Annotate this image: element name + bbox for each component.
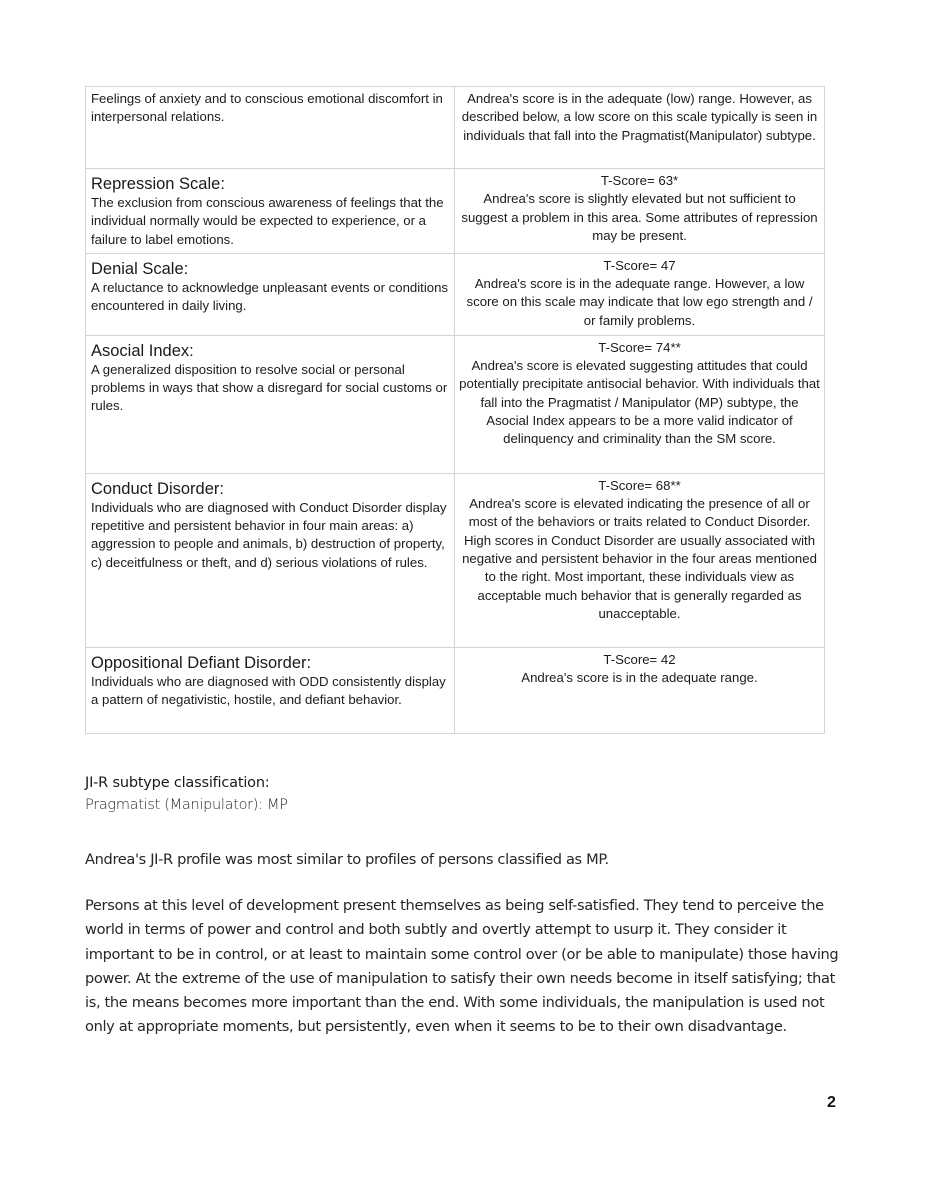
scale-interpretation: Andrea's score is elevated suggesting attitudes that could potentially precipitate antisocial behavior. With individuals that fall into the Pragmatist / Manipulator (MP) subtype, the Asocial Index appears to be a more valid indicator of delinquency and criminality than the SM score. — [459, 358, 820, 447]
scale-description: A reluctance to acknowledge unpleasant events or conditions encountered in daily living. — [91, 279, 449, 314]
profile-summary-paragraph: Andrea's JI-R profile was most similar to profiles of persons classified as MP. — [85, 851, 609, 868]
table-row-conduct-disorder — [86, 473, 825, 647]
scale-description: The exclusion from conscious awareness of feelings that the individual normally would be expected to experience, or a failure to label emotions. — [91, 195, 444, 247]
scale-description-cell — [86, 647, 455, 733]
scale-result-cell — [455, 473, 825, 647]
scale-name: Repression Scale: — [91, 175, 225, 193]
table-row-repression — [86, 169, 825, 254]
subtype-heading: JI-R subtype classification: — [85, 775, 270, 791]
t-score: T-Score= 42 — [603, 651, 676, 667]
scale-description-cell — [86, 253, 455, 335]
scale-name: Denial Scale: — [91, 259, 189, 278]
scale-description-cell — [86, 473, 455, 647]
scale-name: Oppositional Defiant Disorder: — [91, 653, 312, 672]
t-score: T-Score= 47 — [603, 257, 676, 273]
table-row-asocial — [86, 335, 825, 473]
scale-name: Conduct Disorder: — [91, 479, 224, 498]
scale-interpretation: Andrea's score is in the adequate range. However, a low score on this scale may indicate that low ego strength and / or family problems. — [466, 276, 813, 328]
scale-interpretation: Andrea's score is in the adequate range. — [521, 670, 758, 686]
scale-result-cell — [455, 253, 825, 335]
scale-interpretation: Andrea's score is slightly elevated but not sufficient to suggest a problem in this area. Some attributes of repression may be present. — [461, 191, 818, 243]
scale-result-cell — [455, 87, 825, 169]
scale-result-cell — [455, 647, 825, 733]
scale-interpretation: Andrea's score is in the adequate (low) range. However, as described below, a low score on this scale typically is seen in individuals that fall into the Pragmatist(Manipulator) subtype. — [461, 91, 818, 143]
t-score: T-Score= 63* — [600, 173, 679, 188]
scale-name: Asocial Index: — [91, 341, 194, 360]
subtype-classification: Pragmatist (Manipulator): MP — [85, 797, 288, 813]
subtype-description-paragraph: Persons at this level of development present themselves as being self-satisfied. They tend to perceive the world in terms of power and control and both subtly and overtly attempt to usurp it. They consider it important to be in control, or at least to maintain some control over (or be able to manipulate) those having power. At the extreme of the use of manipulation to satisfy their own needs become in itself satisfying; that is, the means becomes more important than the end. With some individuals, the manipulation is used not only at appropriate moments, but persistently, even when it seems to be to their own disadvantage. — [85, 897, 839, 1036]
scale-result-cell — [455, 335, 825, 473]
scales-table — [85, 86, 825, 734]
scale-result-cell — [455, 169, 825, 254]
scale-description-cell — [86, 87, 455, 169]
table-row-denial — [86, 253, 825, 335]
scale-description: Individuals who are diagnosed with Conduct Disorder display repetitive and persistent behavior in four main areas: a) aggression to people and animals, b) destruction of property, c) deceitfulness or theft, and d) serious violations of rules. — [91, 499, 447, 570]
page-number: 2 — [827, 1094, 836, 1111]
scale-interpretation: Andrea's score is elevated indicating the presence of all or most of the behaviors or traits related to Conduct Disorder. High scores in Conduct Disorder are usually associated with negative and persistent behavior in the four areas mentioned to the right. Most important, these individuals view as acceptable much behavior that is generally regarded as unacceptable. — [462, 496, 817, 621]
scale-description-cell — [86, 169, 455, 254]
table-row-oppositional-defiant — [86, 647, 825, 733]
subtype-section — [85, 772, 845, 816]
scale-description-cell — [86, 335, 455, 473]
table-row-anxiety — [86, 87, 825, 169]
scale-description: Individuals who are diagnosed with ODD consistently display a pattern of negativistic, hostile, and defiant behavior. — [91, 673, 446, 708]
scale-description: Feelings of anxiety and to conscious emotional discomfort in interpersonal relations. — [91, 91, 443, 125]
scale-description: A generalized disposition to resolve social or personal problems in ways that show a disregard for social customs or rules. — [91, 361, 448, 414]
t-score: T-Score= 68** — [598, 477, 681, 493]
t-score: T-Score= 74** — [598, 339, 681, 355]
